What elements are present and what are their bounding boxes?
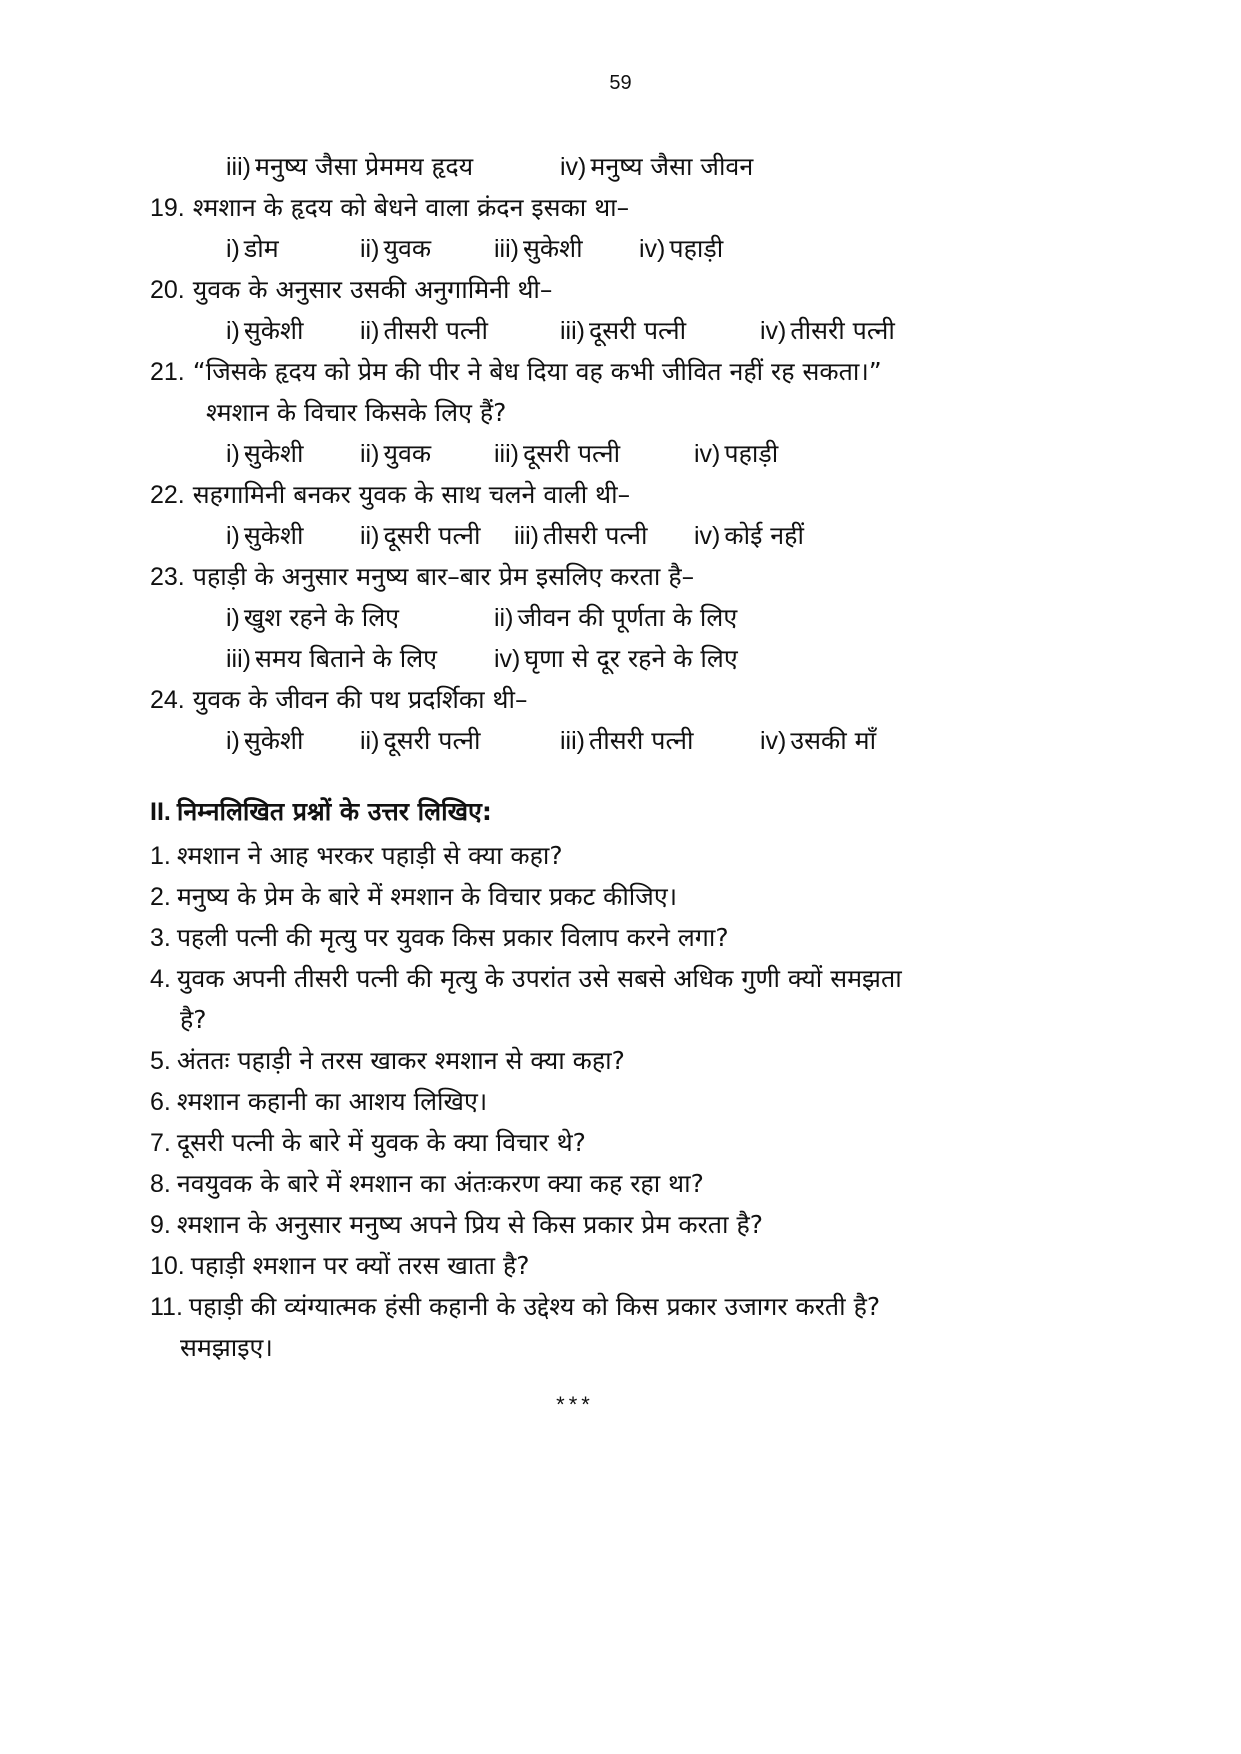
question-number: 6. [150,1088,171,1116]
short-question [150,1245,1080,1286]
question-number: 22. [150,481,185,509]
option-label: iii) [494,440,519,468]
option-text: पहाड़ी [669,234,724,263]
question-number: 21. [150,358,185,386]
option [226,228,279,270]
option [639,228,723,270]
question-number: 24. [150,686,185,714]
question-text-continued: समझाइए। [180,1333,273,1362]
option [560,146,753,188]
option [760,720,876,762]
mcq-question [150,474,1080,515]
question-text: श्मशान के अनुसार मनुष्य अपने प्रिय से किस प्रकार प्रेम करता है? [176,1210,764,1239]
option-row [150,638,1080,679]
option-text: युवक [383,234,432,263]
option-text: मनुष्य जैसा जीवन [590,152,754,181]
option-label: iv) [760,727,787,755]
option-text: सुकेशी [243,521,304,550]
short-question [150,1163,1080,1204]
option-label: ii) [360,440,380,468]
question-text: श्मशान कहानी का आशय लिखिए। [176,1087,488,1116]
option [226,597,399,639]
option-text: समय बिताने के लिए [255,644,437,673]
question-number: 4. [150,965,171,993]
option-text: जीवन की पूर्णता के लिए [517,603,738,632]
option-text: उसकी माँ [790,726,877,755]
page-content [150,146,1080,1418]
short-question [150,1204,1080,1245]
option-label: ii) [360,317,380,345]
question-text: मनुष्य के प्रेम के बारे में श्मशान के विचार प्रकट कीजिए। [176,882,678,911]
option [494,638,738,680]
option-text: घृणा से दूर रहने के लिए [524,644,738,673]
mcq-question [150,679,1080,720]
option [760,310,895,352]
option [494,597,737,639]
question-number: 10. [150,1252,185,1280]
question-number: 8. [150,1170,171,1198]
option-text: सुकेशी [243,316,304,345]
option [360,515,481,557]
question-number: 19. [150,194,185,222]
option-label: iii) [514,522,539,550]
option-label: i) [226,604,240,632]
option-text: कोई नहीं [724,521,804,550]
option-label: iii) [226,153,251,181]
option [360,433,431,475]
option-label: iv) [694,440,721,468]
option-row [150,228,1080,269]
mcq-question [150,351,1080,392]
option-label: i) [226,235,240,263]
option [226,638,437,680]
question-text: “जिसके हृदय को प्रेम की पीर ने बेध दिया वह कभी जीवित नहीं रह सकता।” [192,357,882,386]
question-text-continued: श्मशान के विचार किसके लिए हैं? [206,398,507,427]
option-row [150,146,1080,187]
option-text: तीसरी पत्नी [790,316,895,345]
option-label: ii) [494,604,514,632]
option-label: i) [226,727,240,755]
option [226,720,303,762]
section-heading-text: निम्नलिखित प्रश्नों के उत्तर लिखिए: [176,797,492,826]
question-text-continued: है? [180,1005,207,1034]
option [560,310,686,352]
option-label: iv) [760,317,787,345]
option-row [150,597,1080,638]
option-label: iv) [694,522,721,550]
option-row [150,515,1080,556]
option-label: i) [226,317,240,345]
option [694,433,778,475]
question-text: पहाड़ी की व्यंग्यात्मक हंसी कहानी के उद्देश्य को किस प्रकार उजागर करती है? [188,1292,881,1321]
option-label: iii) [560,317,585,345]
section-roman-numeral: II. [150,798,171,826]
short-question [150,1040,1080,1081]
option-label: ii) [360,522,380,550]
short-question [150,1122,1080,1163]
question-text: पहली पत्नी की मृत्यु पर युवक किस प्रकार विलाप करने लगा? [176,923,729,952]
option-label: iii) [494,235,519,263]
section-gap [150,761,1080,789]
question-number: 23. [150,563,185,591]
question-number: 2. [150,883,171,911]
option-label: iv) [560,153,587,181]
option-text: सुकेशी [243,726,304,755]
short-question [150,835,1080,876]
question-text: श्मशान के हृदय को बेधने वाला क्रंदन इसका था– [192,193,630,222]
option [560,720,694,762]
option-row [150,310,1080,351]
question-number: 3. [150,924,171,952]
question-number: 11. [150,1293,183,1321]
option-text: मनुष्य जैसा प्रेममय हृदय [255,152,474,181]
option-text: दूसरी पत्नी [383,726,481,755]
option-label: i) [226,440,240,468]
short-question [150,1081,1080,1122]
option-text: युवक [383,439,432,468]
option-label: i) [226,522,240,550]
option [514,515,648,557]
mcq-question [150,556,1080,597]
option [226,146,473,188]
option [226,515,303,557]
option-text: सुकेशी [243,439,304,468]
question-text: अंततः पहाड़ी ने तरस खाकर श्मशान से क्या कहा? [176,1046,625,1075]
end-mark: *** [556,1392,594,1417]
question-text: सहगामिनी बनकर युवक के साथ चलने वाली थी– [192,480,631,509]
option [360,228,431,270]
question-text: पहाड़ी के अनुसार मनुष्य बार–बार प्रेम इसलिए करता है– [192,562,695,591]
option [694,515,804,557]
short-question [150,876,1080,917]
question-text: युवक अपनी तीसरी पत्नी की मृत्यु के उपरांत उसे सबसे अधिक गुणी क्यों समझता [176,964,902,993]
question-text: दूसरी पत्नी के बारे में युवक के क्या विचार थे? [176,1128,586,1157]
option-text: दूसरी पत्नी [523,439,621,468]
option-label: ii) [360,235,380,263]
option-text: पहाड़ी [724,439,779,468]
short-question [150,1286,1080,1327]
option-text: तीसरी पत्नी [589,726,694,755]
option-text: तीसरी पत्नी [543,521,648,550]
question-text: श्मशान ने आह भरकर पहाड़ी से क्या कहा? [176,841,563,870]
option-row [150,433,1080,474]
option-text: खुश रहने के लिए [243,603,400,632]
option-label: ii) [360,727,380,755]
option [226,433,303,475]
section-heading [150,789,1080,835]
option-text: तीसरी पत्नी [383,316,488,345]
option [494,433,620,475]
mcq-question [150,269,1080,310]
question-text: नवयुवक के बारे में श्मशान का अंतःकरण क्या कह रहा था? [176,1169,704,1198]
question-number: 5. [150,1047,171,1075]
option [360,720,481,762]
question-text: युवक के अनुसार उसकी अनुगामिनी थी– [192,275,553,304]
option-text: दूसरी पत्नी [383,521,481,550]
option-text: डोम [243,234,279,263]
option-label: iv) [639,235,666,263]
mcq-question [150,187,1080,228]
option-row [150,720,1080,761]
option-label: iii) [560,727,585,755]
option [360,310,488,352]
short-question [150,958,1080,999]
option-label: iv) [494,645,521,673]
option-text: दूसरी पत्नी [589,316,687,345]
question-text: पहाड़ी श्मशान पर क्यों तरस खाता है? [190,1251,530,1280]
question-number: 1. [150,842,171,870]
short-question [150,917,1080,958]
option-label: iii) [226,645,251,673]
question-number: 7. [150,1129,171,1157]
option-text: सुकेशी [523,234,583,263]
question-number: 9. [150,1211,171,1239]
option [226,310,303,352]
question-number: 20. [150,276,185,304]
page-number: 59 [609,72,632,94]
question-text: युवक के जीवन की पथ प्रदर्शिका थी– [192,685,528,714]
option [494,228,583,270]
